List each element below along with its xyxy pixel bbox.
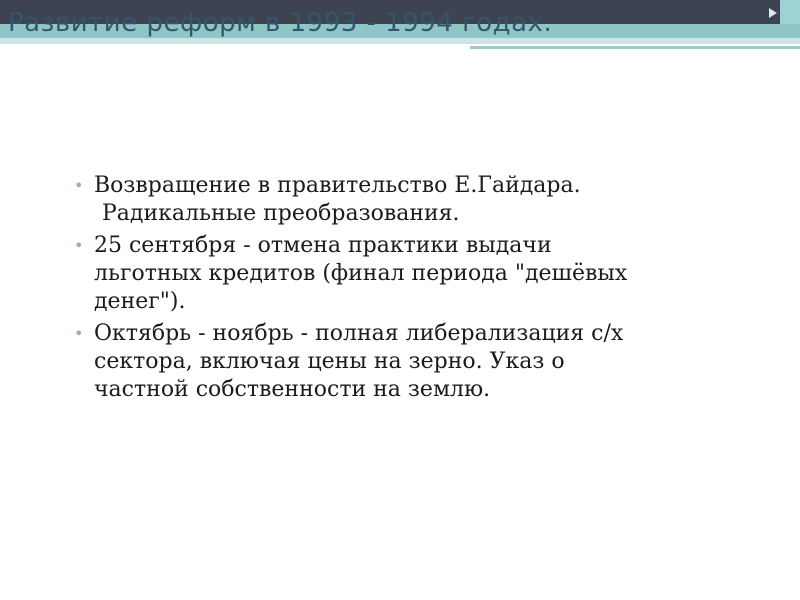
bullet-continuation: Радикальные преобразования. xyxy=(102,201,460,226)
bullet-dot-icon: • xyxy=(74,324,84,343)
bullet-line: Возвращение в правительство Е.Гайдара. xyxy=(94,173,581,198)
header-accent-tab xyxy=(780,0,800,24)
bullet-item-3 xyxy=(74,320,774,404)
slide-title: Развитие реформ в 1993 - 1994 годах. xyxy=(8,8,553,38)
bullet-item-2 xyxy=(74,232,774,316)
header-light-band xyxy=(0,38,800,44)
bullet-line: денег"). xyxy=(94,289,186,314)
play-marker-icon xyxy=(769,8,777,18)
bullet-line: частной собственности на землю. xyxy=(94,377,491,402)
bullet-list xyxy=(74,172,774,404)
bullet-line: Октябрь - ноябрь - полная либерализация с/х xyxy=(94,321,624,346)
header-thin-line xyxy=(470,46,800,49)
bullet-item-1 xyxy=(74,172,774,200)
bullet-line: сектора, включая цены на зерно. Указ о xyxy=(94,349,565,374)
bullet-dot-icon: • xyxy=(74,236,84,255)
bullet-line: льготных кредитов (финал периода "дешёвых xyxy=(94,261,628,286)
bullet-dot-icon: • xyxy=(74,176,84,195)
bullet-line: 25 сентября - отмена практики выдачи xyxy=(94,233,552,258)
